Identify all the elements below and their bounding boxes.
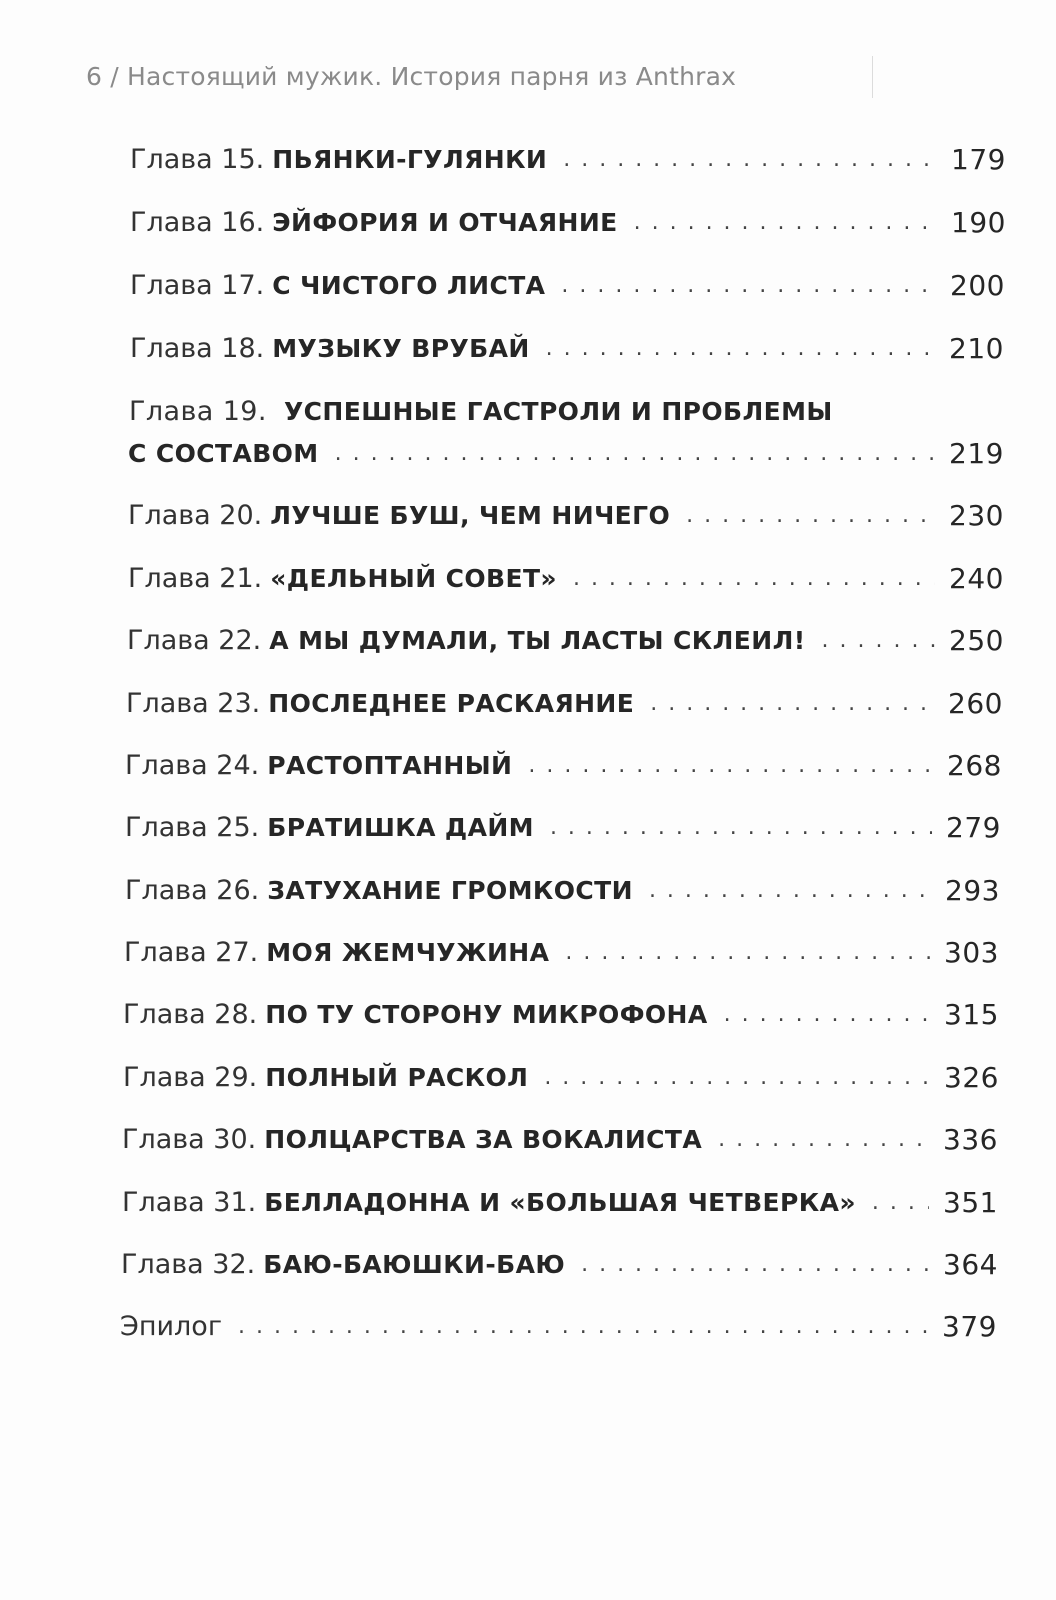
dot-leader	[565, 933, 930, 973]
toc-entry	[122, 1120, 998, 1160]
toc-chapter-title: ЗАТУХАНИЕ ГРОМКОСТИ	[267, 876, 633, 905]
toc-page-number: 379	[942, 1310, 997, 1343]
dot-leader	[686, 496, 935, 536]
toc-entry	[121, 1245, 998, 1285]
toc-chapter-title: ПО ТУ СТОРОНУ МИКРОФОНА	[265, 1000, 708, 1029]
toc-page-number: 190	[951, 206, 1006, 239]
dot-leader	[563, 140, 937, 180]
dot-leader	[335, 434, 935, 474]
toc-page-number: 230	[949, 499, 1004, 532]
dot-leader	[649, 871, 931, 911]
toc-chapter-number: Глава 20.	[128, 500, 263, 531]
toc-chapter-number: Глава 21.	[128, 563, 263, 594]
toc-entry	[126, 684, 1003, 724]
toc-page-number: 219	[949, 437, 1004, 470]
toc-entry	[130, 140, 1006, 180]
toc-chapter-title: ПОЛНЫЙ РАСКОЛ	[265, 1063, 529, 1092]
toc-page-number: 351	[943, 1186, 998, 1219]
toc-page-number: 268	[947, 749, 1002, 782]
toc-page-number: 250	[949, 624, 1004, 657]
dot-leader	[561, 266, 936, 306]
dot-leader	[634, 203, 937, 243]
dot-leader	[544, 1058, 930, 1098]
toc-chapter-number: Глава 18.	[130, 333, 265, 364]
dot-leader	[550, 808, 932, 848]
toc-chapter-title-continued: С СОСТАВОМ	[128, 439, 319, 468]
toc-entry	[127, 621, 1004, 661]
toc-chapter-number: Глава 28.	[123, 999, 258, 1030]
dot-leader	[546, 329, 935, 369]
toc-chapter-number: Глава 19.	[129, 396, 267, 427]
toc-chapter-title: БЕЛЛАДОННА И «БОЛЬШАЯ ЧЕТВЕРКА»	[264, 1188, 856, 1217]
toc-entry	[124, 933, 999, 973]
toc-chapter-number: Глава 15.	[130, 144, 265, 175]
toc-entry	[120, 1307, 997, 1347]
toc-chapter-number: Глава 32.	[121, 1249, 256, 1280]
dot-leader	[573, 559, 935, 599]
toc-chapter-title: БАЮ-БАЮШКИ-БАЮ	[263, 1250, 566, 1279]
toc-entry	[125, 871, 1000, 911]
toc-chapter-number: Глава 31.	[122, 1187, 257, 1218]
toc-entry	[122, 1183, 998, 1223]
toc-page-number: 326	[944, 1061, 999, 1094]
toc-chapter-title: ПЬЯНКИ-ГУЛЯНКИ	[272, 145, 548, 174]
dot-leader	[650, 684, 934, 724]
toc-chapter-number: Глава 23.	[126, 688, 261, 719]
toc-page-number: 303	[944, 936, 999, 969]
toc-chapter-title: ЛУЧШЕ БУШ, ЧЕМ НИЧЕГО	[270, 501, 671, 530]
toc-chapter-title: УСПЕШНЫЕ ГАСТРОЛИ И ПРОБЛЕМЫ	[283, 397, 833, 426]
toc-page-number: 293	[945, 874, 1000, 907]
toc-chapter-title: МУЗЫКУ ВРУБАЙ	[272, 334, 530, 363]
toc-chapter-title: А МЫ ДУМАЛИ, ТЫ ЛАСТЫ СКЛЕИЛ!	[269, 626, 806, 655]
toc-epilogue-label: Эпилог	[120, 1311, 223, 1342]
toc-page-number: 200	[950, 269, 1005, 302]
dot-leader	[238, 1307, 928, 1347]
toc-entry	[128, 559, 1004, 599]
toc-page-number: 210	[949, 332, 1004, 365]
toc-chapter-title: ПОСЛЕДНЕЕ РАСКАЯНИЕ	[268, 689, 635, 718]
toc-entry-first-line	[129, 392, 833, 432]
toc-chapter-title: МОЯ ЖЕМЧУЖИНА	[266, 938, 550, 967]
toc-chapter-number: Глава 24.	[125, 750, 260, 781]
toc-entry	[123, 1058, 999, 1098]
toc-page-number: 179	[951, 143, 1006, 176]
toc-entry	[125, 746, 1002, 786]
toc-page-number: 364	[943, 1248, 998, 1281]
toc-entry	[128, 496, 1004, 536]
toc-chapter-number: Глава 29.	[123, 1062, 258, 1093]
running-head: 6 / Настоящий мужик. История парня из Anthrax	[86, 62, 737, 91]
toc-chapter-title: БРАТИШКА ДАЙМ	[267, 813, 534, 842]
toc-chapter-number: Глава 17.	[130, 270, 265, 301]
dot-leader	[718, 1120, 929, 1160]
toc-page-number: 336	[943, 1123, 998, 1156]
dot-leader	[581, 1245, 929, 1285]
toc-chapter-number: Глава 30.	[122, 1124, 257, 1155]
toc-entry	[128, 434, 1004, 474]
toc-chapter-number: Глава 26.	[125, 875, 260, 906]
toc-chapter-number: Глава 25.	[125, 812, 260, 843]
dot-leader	[528, 746, 933, 786]
toc-chapter-number: Глава 27.	[124, 937, 259, 968]
dot-leader	[872, 1183, 929, 1223]
toc-page-number: 260	[948, 687, 1003, 720]
dot-leader	[724, 995, 930, 1035]
toc-entry	[130, 266, 1005, 306]
toc-chapter-title: ЭЙФОРИЯ И ОТЧАЯНИЕ	[272, 208, 618, 237]
toc-chapter-number: Глава 22.	[127, 625, 262, 656]
toc-page-number: 315	[944, 998, 999, 1031]
toc-page-number: 279	[946, 811, 1001, 844]
toc-entry	[130, 203, 1006, 243]
toc-chapter-title: С ЧИСТОГО ЛИСТА	[272, 271, 546, 300]
toc-chapter-title: РАСТОПТАННЫЙ	[267, 751, 513, 780]
toc-entry	[130, 329, 1004, 369]
toc-chapter-number: Глава 16.	[130, 207, 265, 238]
dot-leader	[822, 621, 936, 661]
toc-entry	[123, 995, 999, 1035]
toc-page-number: 240	[949, 562, 1004, 595]
toc-chapter-title: ПОЛЦАРСТВА ЗА ВОКАЛИСТА	[264, 1125, 703, 1154]
toc-chapter-title: «ДЕЛЬНЫЙ СОВЕТ»	[270, 564, 557, 593]
toc-entry	[125, 808, 1001, 848]
